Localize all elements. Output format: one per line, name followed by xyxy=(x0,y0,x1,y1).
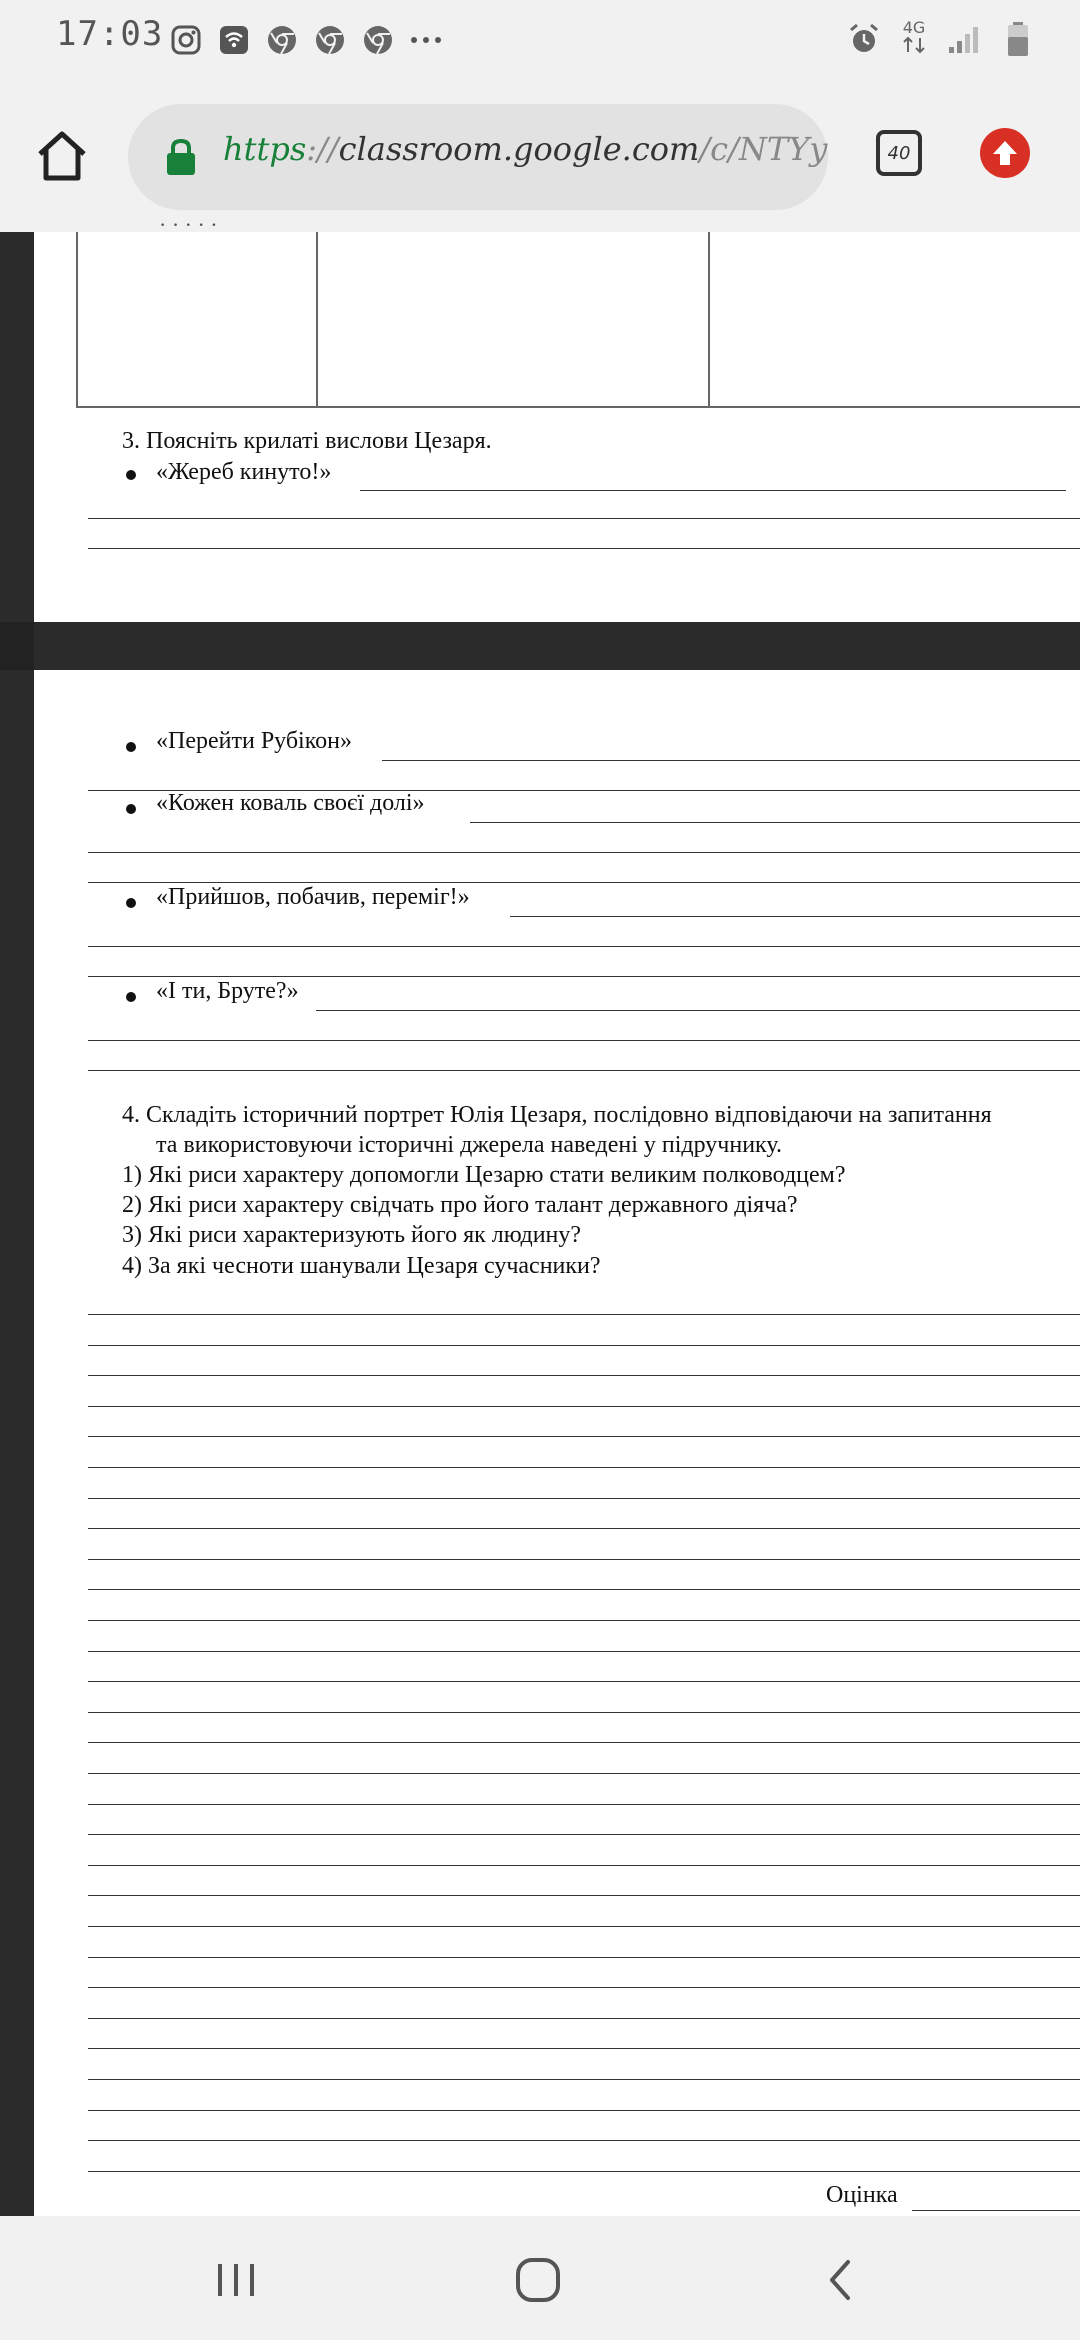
url-path: /c/NTYy xyxy=(699,130,828,168)
answer-line xyxy=(88,2140,1080,2141)
answer-line xyxy=(470,822,1080,823)
answer-line xyxy=(88,1375,1080,1376)
hotspot-icon xyxy=(216,22,252,58)
quote-4: «Прийшов, побачив, переміг!» xyxy=(156,884,470,910)
answer-line xyxy=(316,1010,1080,1011)
answer-line xyxy=(382,760,1080,761)
grade-label: Оцінка xyxy=(826,2182,898,2208)
answer-line xyxy=(510,916,1080,917)
table-border xyxy=(76,232,78,408)
document-viewer[interactable] xyxy=(0,212,1080,2216)
table-border xyxy=(708,232,710,408)
bullet-dot xyxy=(126,992,136,1002)
answer-line xyxy=(88,1865,1080,1866)
status-bar xyxy=(0,0,1080,84)
signal-icon xyxy=(946,21,982,57)
grade-line xyxy=(912,2210,1080,2211)
answer-line xyxy=(88,1957,1080,1958)
instagram-icon xyxy=(168,22,204,58)
sub-question-3: 3) Які риси характеризують його як людину? xyxy=(122,1222,582,1248)
upload-button[interactable] xyxy=(980,128,1030,178)
question-3: 3. Поясніть крилаті вислови Цезаря. xyxy=(122,428,492,454)
answer-line xyxy=(88,1559,1080,1560)
answer-line xyxy=(88,1742,1080,1743)
home-circle-icon xyxy=(508,2250,568,2310)
url-text[interactable] xyxy=(223,130,828,168)
quote-3: «Кожен коваль своєї долі» xyxy=(156,790,425,816)
answer-line xyxy=(88,1804,1080,1805)
answer-line xyxy=(88,882,1080,883)
answer-line xyxy=(88,946,1080,947)
answer-line xyxy=(88,1040,1080,1041)
chrome-icon xyxy=(264,22,300,58)
answer-line xyxy=(88,2110,1080,2111)
network-indicator xyxy=(900,20,928,58)
bullet-dot xyxy=(126,804,136,814)
url-host: classroom.google.com xyxy=(338,130,700,168)
data-arrows-icon xyxy=(900,36,928,54)
table-text-fragment: · · · · · xyxy=(159,212,218,237)
answer-line xyxy=(88,1773,1080,1774)
answer-line xyxy=(88,548,1080,549)
document-page xyxy=(34,212,1080,622)
answer-line xyxy=(88,1712,1080,1713)
quote-1: «Жереб кинуто!» xyxy=(156,459,332,485)
quote-5: «І ти, Бруте?» xyxy=(156,978,299,1004)
url-separator: :// xyxy=(306,130,339,168)
answer-line xyxy=(88,2048,1080,2049)
battery-icon xyxy=(1000,21,1036,57)
answer-line xyxy=(88,1681,1080,1682)
home-button[interactable] xyxy=(30,124,94,188)
browser-toolbar xyxy=(0,84,1080,232)
answer-line xyxy=(88,1345,1080,1346)
arrow-up-icon xyxy=(980,128,1030,178)
document-page xyxy=(34,670,1080,2216)
home-nav-button[interactable] xyxy=(508,2250,568,2310)
table-bottom-border xyxy=(76,406,1080,408)
chrome-icon xyxy=(360,22,396,58)
tab-switcher-button[interactable]: 40 xyxy=(876,130,922,176)
sub-question-2: 2) Які риси характеру свідчать про його талант державного діяча? xyxy=(122,1192,798,1218)
bullet-dot xyxy=(126,898,136,908)
bullet-dot xyxy=(126,742,136,752)
home-icon xyxy=(30,124,94,188)
answer-line xyxy=(88,1528,1080,1529)
back-icon xyxy=(812,2250,872,2310)
left-margin xyxy=(0,622,34,670)
back-button[interactable] xyxy=(812,2250,872,2310)
answer-line xyxy=(88,1895,1080,1896)
system-icons xyxy=(846,20,1036,58)
recent-apps-button[interactable] xyxy=(206,2250,266,2310)
bullet-dot xyxy=(126,470,136,480)
answer-line xyxy=(88,1314,1080,1315)
quote-2: «Перейти Рубікон» xyxy=(156,728,353,754)
answer-line xyxy=(88,1467,1080,1468)
answer-line xyxy=(88,1620,1080,1621)
recent-apps-icon xyxy=(206,2250,266,2310)
answer-line xyxy=(88,1406,1080,1407)
answer-line xyxy=(88,1070,1080,1071)
more-icon xyxy=(408,22,444,58)
answer-line xyxy=(88,1834,1080,1835)
table-border xyxy=(316,232,318,408)
answer-line xyxy=(88,852,1080,853)
chrome-icon xyxy=(312,22,348,58)
status-time: 17:03 xyxy=(56,14,164,54)
answer-line xyxy=(88,1651,1080,1652)
answer-line xyxy=(88,1498,1080,1499)
alarm-icon xyxy=(846,21,882,57)
answer-line xyxy=(88,976,1080,977)
answer-line xyxy=(88,2171,1080,2172)
network-type-label: 4G xyxy=(902,18,926,37)
url-scheme: https xyxy=(223,130,307,168)
sub-question-1: 1) Які риси характеру допомогли Цезарю стати великим полководцем? xyxy=(122,1162,846,1188)
answer-line xyxy=(88,1987,1080,1988)
lock-icon xyxy=(164,138,198,176)
navigation-bar xyxy=(0,2216,1080,2340)
answer-line xyxy=(88,1926,1080,1927)
answer-line xyxy=(88,1589,1080,1590)
answer-line xyxy=(88,518,1080,519)
answer-line xyxy=(360,490,1066,491)
notification-icons xyxy=(168,22,444,58)
answer-line xyxy=(88,2079,1080,2080)
question-4: 4. Складіть історичний портрет Юлія Цезаря, послідовно відповідаючи на запитання xyxy=(122,1102,992,1128)
question-4-continued: та використовуючи історичні джерела наведені у підручнику. xyxy=(156,1132,782,1158)
address-bar[interactable] xyxy=(128,104,828,210)
answer-line xyxy=(88,2018,1080,2019)
sub-question-4: 4) За які чесноти шанували Цезаря сучасники? xyxy=(122,1253,601,1279)
answer-line xyxy=(88,1436,1080,1437)
